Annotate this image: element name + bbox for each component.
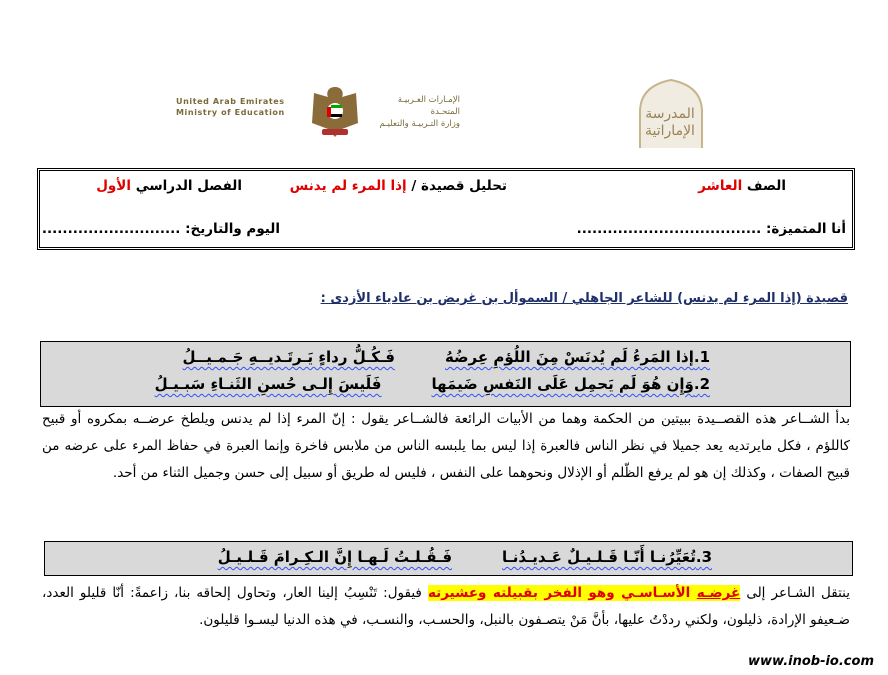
verse-second-hemistich: فَـقُـلـتُ لَـهـا إِنَّ الـكِـرامَ قَـلـيـلُ [217, 548, 453, 566]
watermark: www.inob-io.com [748, 654, 874, 669]
verses-box-1 [40, 341, 851, 407]
date-field[interactable]: اليوم والتاريخ: ........................... [41, 221, 280, 237]
verses-box-2 [44, 541, 853, 576]
poem-title: قصيدة (إذا المرء لم يدنس) للشاعر الجاهلي / السموأل بن غريض بن عادياء الأزدى : [320, 291, 848, 306]
grade-field [698, 178, 786, 194]
verse-number: 2. [693, 375, 710, 393]
subject-field [290, 178, 507, 194]
uae-emblem-icon [306, 83, 364, 141]
school-logo-line1: المدرسة [645, 106, 695, 122]
verse-3 [218, 548, 712, 566]
school-logo-line2: الإماراتية [645, 123, 695, 139]
explanation-paragraph-1: بدأ الشــاعر هذه القصــيدة ببيتين من الحكمة وهما من الأبيات الرائعة فالشــاعر يقول : إنّ المرء إذا لم يدنس ويلطخ عرضــه بمكروه أو قبيح كاللؤم ، فكل مايرتديه يعد جميلا في نظر الناس فالعبرة إذا ليس بما يلبسه الناس من ملابس فاخرة وإنما العبرة في حفاظ المرء على عرضه من قبيح الصفات ، وكذلك إن هو لم يرفع الظّلم أو الإذلال ونحوهما على النفس ، فليس له طريق أو سبيل إلى حسن وجميل الثناء من أحد. [42, 411, 850, 481]
worksheet-header-box [37, 168, 855, 250]
ministry-ar-line1: الإمـارات العـربيـة المتحـدة [397, 95, 460, 117]
paragraph-text: فيقول: تَنْسِبُ إلينا العار، وتحاول إلحاقه بنا، زاعمةً: أنّا قليلو العدد، ضـعيفو الإرادة، ذليلون، ولكني رددْتُ عليها، بأنَّ مَنْ يتصـفون بالنبل، والحسـب، والنسـب، في هذه الدنيا ليسـوا قليلون. [42, 585, 850, 628]
paragraph-text: ينتقل الشـاعر إلى [740, 585, 850, 601]
highlight-text: الأسـاسـي وهو الفخر بقبيلته وعشيرته [427, 585, 697, 601]
highlight-underlined: غرضـه [696, 585, 741, 601]
verse-second-hemistich: فَلَيسَ إِلـى حُسنِ الثَنـاءِ سَبـيـلُ [154, 375, 382, 393]
highlighted-purpose [428, 585, 740, 601]
verse-number: 1. [693, 348, 710, 366]
ministry-en-line2: Ministry of Education [176, 108, 285, 117]
ministry-logo-arabic [370, 94, 460, 130]
term-field [96, 178, 242, 194]
verse-1 [183, 348, 710, 366]
term-label: الفصل الدراسي [135, 178, 242, 194]
verse-number: 3. [695, 548, 712, 566]
verse-second-hemistich: فَـكُـلُّ رداءٍ يَـرتَـديــهِ جَـمـيــلُ [182, 348, 395, 366]
subject-label: تحليل قصيدة / [411, 178, 507, 194]
verse-first-hemistich: تُعَيِّرُنـا أَنّـا قَـلـيـلٌ عَـديـدُنـا [502, 548, 696, 566]
explanation-paragraph-2 [42, 580, 850, 634]
ministry-ar-line2: وزارة التـربيـة والتعليـم [379, 119, 460, 129]
student-name-field[interactable]: أنا المتميزة: .................................... [576, 221, 846, 237]
ministry-en-line1: United Arab Emirates [176, 97, 285, 106]
term-value: الأول [96, 178, 131, 194]
emirati-school-logo [636, 78, 706, 150]
ministry-logo-english [176, 96, 285, 118]
grade-label: الصف [746, 178, 786, 194]
grade-value: العاشر [698, 178, 743, 194]
verse-2 [155, 375, 710, 393]
subject-value: إذا المرء لم يدنس [289, 178, 407, 194]
verse-first-hemistich: إذا المَرءُ لَم يُدنَسْ مِنَ اللُؤمِ عِرضُهُ [444, 348, 694, 366]
verse-first-hemistich: وَإِن هُوَ لَم يَحمِل عَلَى النَفسِ ضَيمَها [431, 375, 694, 393]
